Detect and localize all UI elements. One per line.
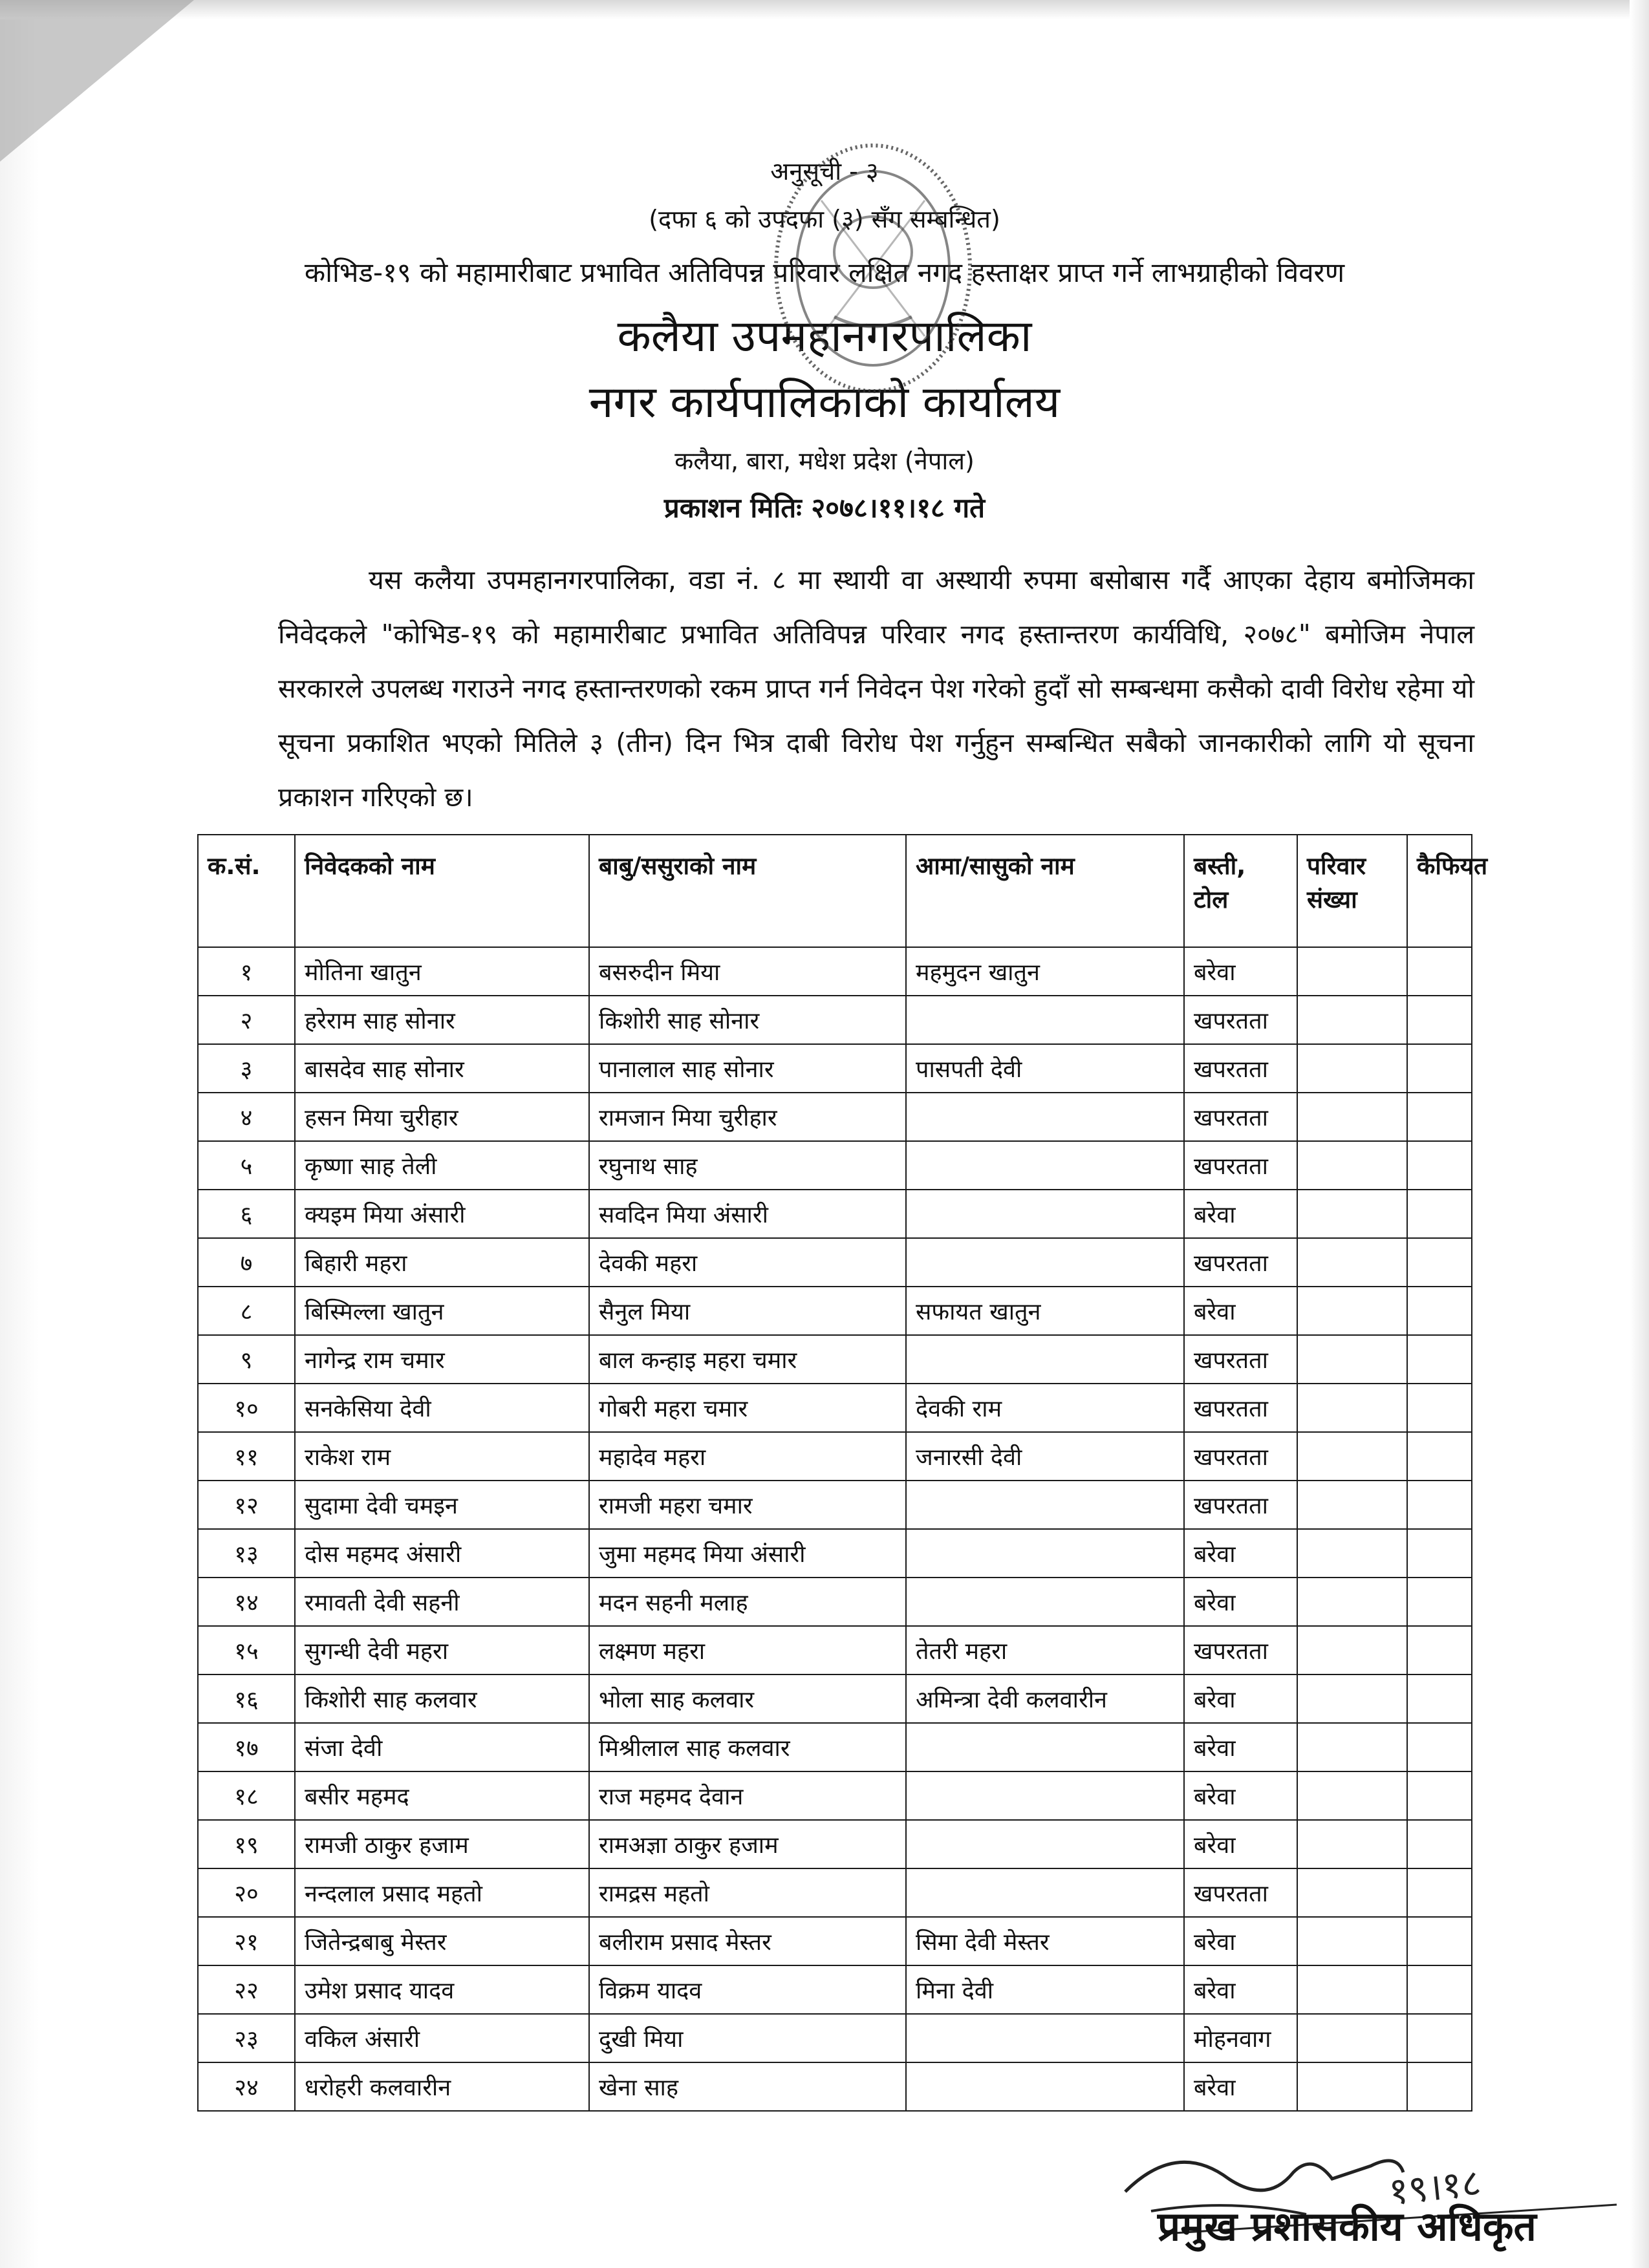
cell-mother: देवकी राम [906, 1384, 1184, 1432]
cell-father: बलीराम प्रसाद मेस्तर [589, 1917, 906, 1965]
table-row [198, 1190, 1472, 1238]
cell-applicant: रामजी ठाकुर हजाम [295, 1820, 589, 1868]
cell-father: सवदिन मिया अंसारी [589, 1190, 906, 1238]
cell-sn: २३ [198, 2014, 295, 2062]
cell-applicant: नागेन्द्र राम चमार [295, 1335, 589, 1384]
cell-remarks [1407, 1044, 1472, 1093]
table-row [198, 1141, 1472, 1190]
table-row [198, 1820, 1472, 1868]
cell-applicant: जितेन्द्रबाबु मेस्तर [295, 1917, 589, 1965]
cell-father: विक्रम यादव [589, 1965, 906, 2014]
cell-sn: ६ [198, 1190, 295, 1238]
cell-mother [906, 1335, 1184, 1384]
cell-mother: सफायत खातुन [906, 1287, 1184, 1335]
cell-remarks [1407, 1287, 1472, 1335]
municipality-name: कलैया उपमहानगरपालिका [617, 311, 1032, 362]
cell-sn: ८ [198, 1287, 295, 1335]
cell-remarks [1407, 1529, 1472, 1578]
cell-family [1297, 1626, 1407, 1674]
document-title: कोभिड-१९ को महामारीबाट प्रभावित अतिविपन्न परिवार लक्षित नगद हस्ताक्षर प्राप्त गर्ने लाभग्राहीको विवरण [304, 257, 1345, 288]
cell-family [1297, 1335, 1407, 1384]
cell-applicant: सनकेसिया देवी [295, 1384, 589, 1432]
cell-sn: ११ [198, 1432, 295, 1481]
cell-remarks [1407, 996, 1472, 1044]
cell-mother: पासपती देवी [906, 1044, 1184, 1093]
cell-applicant: उमेश प्रसाद यादव [295, 1965, 589, 2014]
table-row [198, 1723, 1472, 1771]
table-row [198, 1771, 1472, 1820]
cell-tole: बरेवा [1184, 2062, 1297, 2111]
cell-family [1297, 1093, 1407, 1141]
cell-tole: खपरतता [1184, 1432, 1297, 1481]
cell-tole: खपरतता [1184, 1384, 1297, 1432]
col-header-mother: आमा/सासुको नाम [906, 835, 1184, 947]
cell-mother: अमिन्त्रा देवी कलवारीन [906, 1674, 1184, 1723]
cell-family [1297, 1868, 1407, 1917]
cell-sn: ५ [198, 1141, 295, 1190]
cell-sn: १२ [198, 1481, 295, 1529]
cell-father: रामजी महरा चमार [589, 1481, 906, 1529]
cell-mother [906, 1820, 1184, 1868]
cell-sn: १३ [198, 1529, 295, 1578]
cell-tole: बरेवा [1184, 1190, 1297, 1238]
table-row [198, 996, 1472, 1044]
cell-father: मिश्रीलाल साह कलवार [589, 1723, 906, 1771]
cell-tole: खपरतता [1184, 1868, 1297, 1917]
cell-remarks [1407, 1190, 1472, 1238]
cell-tole: बरेवा [1184, 1529, 1297, 1578]
cell-remarks [1407, 1481, 1472, 1529]
cell-tole: बरेवा [1184, 1674, 1297, 1723]
publication-date: प्रकाशन मितिः २०७८।११।१८ गते [663, 492, 986, 524]
table-row [198, 1044, 1472, 1093]
cell-father: सैनुल मिया [589, 1287, 906, 1335]
cell-father: राज महमद देवान [589, 1771, 906, 1820]
table-row [198, 1529, 1472, 1578]
cell-father: भोला साह कलवार [589, 1674, 906, 1723]
cell-sn: १९ [198, 1820, 295, 1868]
cell-father: दुखी मिया [589, 2014, 906, 2062]
cell-remarks [1407, 1093, 1472, 1141]
notice-paragraph [278, 553, 1474, 824]
cell-remarks [1407, 1723, 1472, 1771]
cell-family [1297, 1771, 1407, 1820]
cell-father: रघुनाथ साह [589, 1141, 906, 1190]
cell-remarks [1407, 2014, 1472, 2062]
cell-family [1297, 1141, 1407, 1190]
cell-family [1297, 1481, 1407, 1529]
cell-applicant: बिस्मिल्ला खातुन [295, 1287, 589, 1335]
table-row [198, 1238, 1472, 1287]
cell-sn: १ [198, 947, 295, 996]
cell-father: पानालाल साह सोनार [589, 1044, 906, 1093]
cell-sn: ४ [198, 1093, 295, 1141]
cell-father: बाल कन्हाइ महरा चमार [589, 1335, 906, 1384]
cell-applicant: धरोहरी कलवारीन [295, 2062, 589, 2111]
table-row [198, 1287, 1472, 1335]
cell-family [1297, 1238, 1407, 1287]
cell-applicant: दोस महमद अंसारी [295, 1529, 589, 1578]
table-header-row [198, 835, 1472, 947]
cell-father: रामद्रस महतो [589, 1868, 906, 1917]
cell-tole: खपरतता [1184, 1626, 1297, 1674]
cell-family [1297, 1917, 1407, 1965]
cell-father: लक्ष्मण महरा [589, 1626, 906, 1674]
cell-tole: बरेवा [1184, 1287, 1297, 1335]
cell-mother [906, 1723, 1184, 1771]
cell-sn: २ [198, 996, 295, 1044]
cell-remarks [1407, 1432, 1472, 1481]
cell-remarks [1407, 1917, 1472, 1965]
cell-applicant: संजा देवी [295, 1723, 589, 1771]
cell-sn: १८ [198, 1771, 295, 1820]
cell-father: रामजान मिया चुरीहार [589, 1093, 906, 1141]
cell-family [1297, 1820, 1407, 1868]
cell-applicant: कृष्णा साह तेली [295, 1141, 589, 1190]
cell-tole: बरेवा [1184, 1723, 1297, 1771]
cell-father: खेना साह [589, 2062, 906, 2111]
cell-tole: खपरतता [1184, 1238, 1297, 1287]
cell-father: गोबरी महरा चमार [589, 1384, 906, 1432]
cell-father: मदन सहनी मलाह [589, 1578, 906, 1626]
cell-tole: खपरतता [1184, 996, 1297, 1044]
cell-applicant: सुदामा देवी चमइन [295, 1481, 589, 1529]
cell-applicant: बसीर महमद [295, 1771, 589, 1820]
cell-family [1297, 1190, 1407, 1238]
table-row [198, 1578, 1472, 1626]
cell-tole: खपरतता [1184, 1141, 1297, 1190]
cell-family [1297, 1432, 1407, 1481]
annex-label: अनुसूची - ३ [770, 157, 879, 186]
clause-reference: (दफा ६ को उपदफा (३) सँग सम्बन्धित) [649, 205, 1000, 233]
cell-mother [906, 1771, 1184, 1820]
table-row [198, 1674, 1472, 1723]
table-row [198, 1481, 1472, 1529]
cell-father: किशोरी साह सोनार [589, 996, 906, 1044]
cell-tole: बरेवा [1184, 1917, 1297, 1965]
cell-tole: खपरतता [1184, 1044, 1297, 1093]
cell-remarks [1407, 1626, 1472, 1674]
cell-mother [906, 1238, 1184, 1287]
cell-remarks [1407, 1384, 1472, 1432]
table-row [198, 2014, 1472, 2062]
cell-applicant: बिहारी महरा [295, 1238, 589, 1287]
cell-remarks [1407, 1335, 1472, 1384]
cell-tole: बरेवा [1184, 1578, 1297, 1626]
office-seal-stamp [763, 123, 983, 414]
cell-applicant: रमावती देवी सहनी [295, 1578, 589, 1626]
col-header-family: परिवार संख्या [1297, 835, 1407, 947]
cell-remarks [1407, 1578, 1472, 1626]
cell-applicant: वकिल अंसारी [295, 2014, 589, 2062]
cell-applicant: हसन मिया चुरीहार [295, 1093, 589, 1141]
table-row [198, 1917, 1472, 1965]
cell-sn: २४ [198, 2062, 295, 2111]
cell-mother [906, 1141, 1184, 1190]
col-header-remarks: कैफियत [1407, 835, 1472, 947]
col-header-sn: क.सं. [198, 835, 295, 947]
cell-mother [906, 1868, 1184, 1917]
cell-family [1297, 1723, 1407, 1771]
cell-tole: बरेवा [1184, 1771, 1297, 1820]
cell-sn: ७ [198, 1238, 295, 1287]
cell-tole: खपरतता [1184, 1481, 1297, 1529]
cell-sn: १६ [198, 1674, 295, 1723]
cell-mother: सिमा देवी मेस्तर [906, 1917, 1184, 1965]
folded-corner [0, 0, 194, 162]
cell-tole: मोहनवाग [1184, 2014, 1297, 2062]
cell-remarks [1407, 1965, 1472, 2014]
cell-sn: १४ [198, 1578, 295, 1626]
table-row [198, 1335, 1472, 1384]
cell-sn: ९ [198, 1335, 295, 1384]
cell-sn: ३ [198, 1044, 295, 1093]
signature-date: १९।१८ [1386, 2160, 1483, 2214]
office-address: कलैया, बारा, मधेश प्रदेश (नेपाल) [674, 447, 975, 475]
cell-remarks [1407, 1771, 1472, 1820]
cell-family [1297, 996, 1407, 1044]
cell-family [1297, 1287, 1407, 1335]
cell-applicant: बासदेव साह सोनार [295, 1044, 589, 1093]
cell-mother [906, 2014, 1184, 2062]
cell-tole: बरेवा [1184, 947, 1297, 996]
cell-mother [906, 1093, 1184, 1141]
cell-family [1297, 2014, 1407, 2062]
cell-tole: बरेवा [1184, 1965, 1297, 2014]
cell-applicant: नन्दलाल प्रसाद महतो [295, 1868, 589, 1917]
cell-mother [906, 1529, 1184, 1578]
cell-father: महादेव महरा [589, 1432, 906, 1481]
col-header-father: बाबु/ससुराको नाम [589, 835, 906, 947]
cell-family [1297, 1384, 1407, 1432]
table-row [198, 947, 1472, 996]
cell-tole: खपरतता [1184, 1335, 1297, 1384]
cell-applicant: हरेराम साह सोनार [295, 996, 589, 1044]
cell-family [1297, 1578, 1407, 1626]
cell-remarks [1407, 1141, 1472, 1190]
cell-mother: मिना देवी [906, 1965, 1184, 2014]
cell-remarks [1407, 1238, 1472, 1287]
cell-father: रामअज्ञा ठाकुर हजाम [589, 1820, 906, 1868]
cell-sn: २१ [198, 1917, 295, 1965]
scan-top-edge [0, 0, 1649, 19]
table-row [198, 1868, 1472, 1917]
cell-tole: बरेवा [1184, 1820, 1297, 1868]
table-body [198, 947, 1472, 2111]
cell-father: देवकी महरा [589, 1238, 906, 1287]
table-row [198, 1093, 1472, 1141]
cell-mother: महमुदन खातुन [906, 947, 1184, 996]
cell-applicant: किशोरी साह कलवार [295, 1674, 589, 1723]
cell-family [1297, 1965, 1407, 2014]
cell-mother [906, 1578, 1184, 1626]
cell-sn: २० [198, 1868, 295, 1917]
table-row [198, 1432, 1472, 1481]
table-row [198, 1626, 1472, 1674]
office-name: नगर कार्यपालिकाको कार्यालय [588, 377, 1061, 428]
cell-applicant: राकेश राम [295, 1432, 589, 1481]
cell-family [1297, 947, 1407, 996]
cell-mother [906, 996, 1184, 1044]
table-row [198, 1384, 1472, 1432]
cell-applicant: क्यइम मिया अंसारी [295, 1190, 589, 1238]
cell-father: बसरुदीन मिया [589, 947, 906, 996]
cell-sn: १७ [198, 1723, 295, 1771]
cell-tole: खपरतता [1184, 1093, 1297, 1141]
cell-sn: २२ [198, 1965, 295, 2014]
cell-father: जुमा महमद मिया अंसारी [589, 1529, 906, 1578]
cell-remarks [1407, 1820, 1472, 1868]
cell-family [1297, 1044, 1407, 1093]
cell-remarks [1407, 947, 1472, 996]
table-row [198, 1965, 1472, 2014]
cell-mother [906, 1190, 1184, 1238]
cell-remarks [1407, 1868, 1472, 1917]
cell-sn: १५ [198, 1626, 295, 1674]
cell-applicant: मोतिना खातुन [295, 947, 589, 996]
cell-mother [906, 1481, 1184, 1529]
col-header-applicant: निवेदकको नाम [295, 835, 589, 947]
notice-text: यस कलैया उपमहानगरपालिका, वडा नं. ८ मा स्थायी वा अस्थायी रुपमा बसोबास गर्दै आएका देहाय बमोजिमका निवेदकले "कोभिड-१९ को महामारीबाट प्रभावित अतिविपन्न परिवार नगद हस्तान्तरण कार्यविधि, २०७८" बमोजिम नेपाल सरकारले उपलब्ध गराउने नगद हस्तान्तरणको रकम प्राप्त गर्न निवेदन पेश गरेको हुदाँ सो सम्बन्धमा कसैको दावी विरोध रहेमा यो सूचना प्रकाशित भएको मितिले ३ (तीन) दिन भित्र दाबी विरोध पेश गर्नुहुन सम्बन्धित सबैको जानकारीको लागि यो सूचना प्रकाशन गरिएको छ। [278, 564, 1474, 813]
cell-family [1297, 1674, 1407, 1723]
cell-sn: १० [198, 1384, 295, 1432]
signatory-designation: प्रमुख प्रशासकीय अधिकृत [1158, 2203, 1536, 2250]
cell-remarks [1407, 1674, 1472, 1723]
beneficiary-table [197, 834, 1488, 2112]
cell-applicant: सुगन्धी देवी महरा [295, 1626, 589, 1674]
cell-mother: तेतरी महरा [906, 1626, 1184, 1674]
cell-family [1297, 1529, 1407, 1578]
col-header-tole: बस्ती, टोल [1184, 835, 1297, 947]
cell-mother: जनारसी देवी [906, 1432, 1184, 1481]
